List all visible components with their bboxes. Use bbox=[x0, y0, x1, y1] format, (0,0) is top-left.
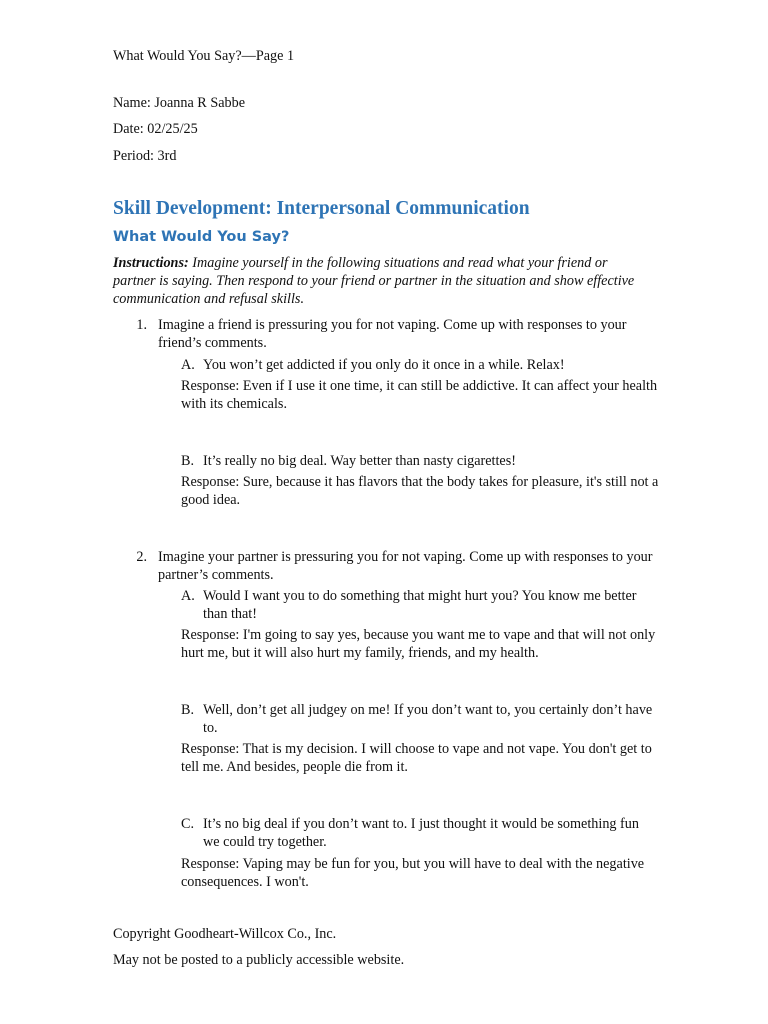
question-prompt: Imagine your partner is pressuring you for not vaping. Come up with responses to your partner’s comments. bbox=[158, 549, 653, 583]
question-number: 1. bbox=[136, 317, 147, 333]
item-letter: A. bbox=[181, 588, 195, 604]
question-prompt: Imagine a friend is pressuring you for not vaping. Come up with responses to your friend’s comments. bbox=[158, 317, 627, 351]
question-number: 2. bbox=[136, 549, 147, 565]
item-statement: Would I want you to do something that might hurt you? You know me better than that! bbox=[203, 588, 637, 622]
item-letter: A. bbox=[181, 357, 195, 373]
item-response: Response: Sure, because it has flavors that the body takes for pleasure, it's still not a good idea. bbox=[181, 474, 659, 508]
item-letter: B. bbox=[181, 702, 195, 718]
student-period: Period: 3rd bbox=[113, 148, 177, 164]
item-response: Response: That is my decision. I will choose to vape and not vape. You don't get to tell me. And besides, people die from it. bbox=[181, 741, 652, 775]
running-header: What Would You Say?—Page 1 bbox=[113, 48, 295, 64]
instructions-text: Imagine yourself in the following situations and read what your friend or partner is saying. Then respond to your friend or partner in the situation and show effective communication and refusal skills. bbox=[113, 255, 635, 307]
item-response: Response: Even if I use it one time, it can still be addictive. It can affect your health with its chemicals. bbox=[181, 378, 658, 412]
item-statement: It’s really no big deal. Way better than nasty cigarettes! bbox=[203, 453, 516, 469]
item-response: Response: Vaping may be fun for you, but you will have to deal with the negative consequences. I won't. bbox=[181, 856, 645, 890]
student-date: Date: 02/25/25 bbox=[113, 121, 198, 137]
page-subtitle: What Would You Say? bbox=[113, 229, 290, 245]
posting-notice: May not be posted to a publicly accessible website. bbox=[113, 952, 405, 968]
copyright-notice: Copyright Goodheart-Willcox Co., Inc. bbox=[113, 926, 337, 942]
item-response: Response: I'm going to say yes, because you want me to vape and that will not only hurt me, but it will also hurt my family, friends, and my health. bbox=[181, 627, 656, 661]
item-letter: B. bbox=[181, 453, 195, 469]
item-letter: C. bbox=[181, 816, 195, 832]
item-statement: It’s no big deal if you don’t want to. I just thought it would be something fun we could try together. bbox=[203, 816, 639, 850]
instructions-label: Instructions: bbox=[113, 255, 189, 271]
item-statement: You won’t get addicted if you only do it once in a while. Relax! bbox=[203, 357, 565, 373]
page-title: Skill Development: Interpersonal Communication bbox=[113, 198, 530, 219]
student-name: Name: Joanna R Sabbe bbox=[113, 95, 245, 111]
item-statement: Well, don’t get all judgey on me! If you don’t want to, you certainly don’t have to. bbox=[203, 702, 653, 736]
instructions bbox=[113, 254, 653, 308]
